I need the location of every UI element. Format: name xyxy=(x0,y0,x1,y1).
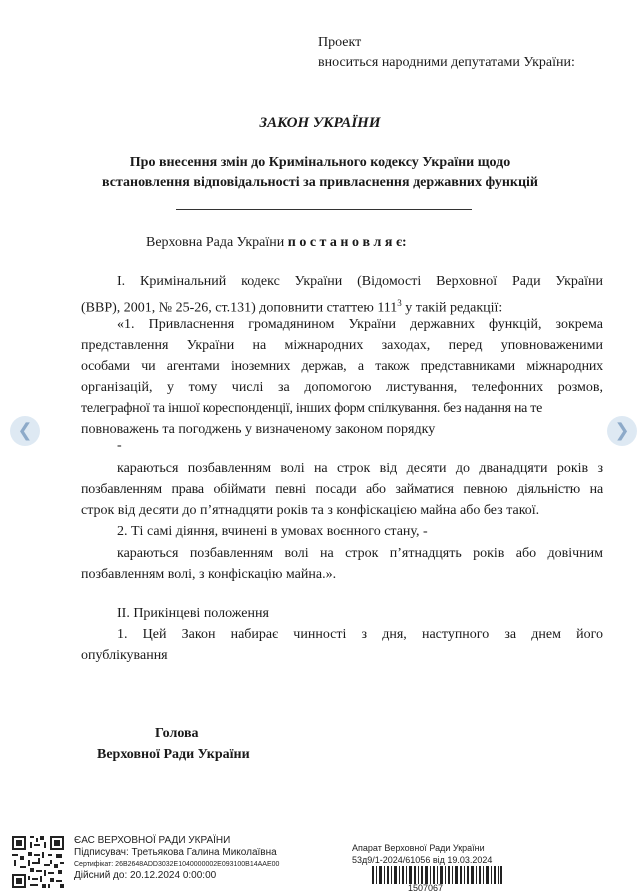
signature-title: Голова xyxy=(155,726,199,741)
dash: - xyxy=(117,438,122,453)
eas-stamp xyxy=(74,835,279,882)
preamble xyxy=(146,233,407,253)
valid-until: Дійсний до: 20.12.2024 0:00:00 xyxy=(74,870,217,881)
next-page-button[interactable] xyxy=(607,416,637,446)
certificate: Сертифікат: 26B2648ADD3032E1040000002E093100B14AAE00 xyxy=(74,861,280,868)
project-header xyxy=(318,33,575,73)
chevron-left-icon: ❮ xyxy=(17,420,33,441)
quote-line: організацій, у тому числі за допомогою листування, телефонних розмов, xyxy=(81,380,603,395)
quote-line: повноважень та погоджень у визначеному законом порядку xyxy=(81,422,436,437)
section2-line: 1. Цей Закон набирає чинності з дня, наступного за днем його xyxy=(117,627,603,642)
eas-title: ЄАС ВЕРХОВНОЇ РАДИ УКРАЇНИ xyxy=(74,835,231,846)
divider xyxy=(176,209,472,210)
preamble-bold: п о с т а н о в л я є: xyxy=(287,235,407,250)
section1-text: (ВВР), 2001, № 25-26, ст.131) доповнити статтею 111 xyxy=(81,300,398,316)
penalty-line: караються позбавленням волі на строк п’ятнадцять років або довічним xyxy=(117,546,603,561)
signer: Підписувач: Третьякова Галина Миколаївна xyxy=(74,847,277,858)
section2-heading: ІІ. Прикінцеві положення xyxy=(117,606,269,621)
registration-stamp xyxy=(352,842,492,866)
quote-line: телеграфної та іншої кореспонденції, інших форм спілкування. без надання на те xyxy=(81,401,543,416)
preamble-text: Верховна Рада України xyxy=(146,235,288,250)
apparat-label: Апарат Верховної Ради України xyxy=(352,843,485,853)
penalty-line: позбавленням права обіймати певні посади або займатися певною діяльністю на xyxy=(81,482,603,497)
clause2-line: 2. Ті самі діяння, вчинені в умовах воєнного стану, - xyxy=(117,524,428,539)
registration-number: 53д9/1-2024/61056 від 19.03.2024 xyxy=(352,855,493,865)
penalty-line: караються позбавленням волі на строк від десяти до дванадцяти років з xyxy=(117,461,603,476)
chevron-right-icon: ❯ xyxy=(614,420,630,441)
superscript: 3 xyxy=(397,298,402,308)
section1-text: у такій редакції: xyxy=(401,300,503,316)
section2-line: опублікування xyxy=(81,648,168,663)
signature-title: Верховної Ради України xyxy=(97,747,250,762)
barcode-icon xyxy=(372,866,502,884)
prev-page-button[interactable] xyxy=(10,416,40,446)
law-subtitle xyxy=(0,153,640,193)
quote-line: представлення України на міжнародних заходах, перед уповноваженими xyxy=(81,338,603,353)
quote-line: особами чи агентами іноземних держав, а також представниками міжнародних xyxy=(81,359,603,374)
qr-code-icon xyxy=(10,834,66,890)
section1-line: І. Кримінальний кодекс України (Відомості Верховної Ради України xyxy=(117,274,603,289)
law-title: ЗАКОН УКРАЇНИ xyxy=(259,115,381,131)
submitted-by: вноситься народними депутатами України: xyxy=(318,55,575,70)
penalty-line: позбавленням волі, з конфіскацію майна.». xyxy=(81,567,337,582)
barcode-number: 1507067 xyxy=(408,883,444,893)
quote-line: «1. Привласнення громадянином України державних функцій, зокрема xyxy=(117,317,603,332)
subtitle-line: встановлення відповідальності за привласнення державних функцій xyxy=(102,175,538,190)
project-label: Проект xyxy=(318,35,362,50)
subtitle-line: Про внесення змін до Кримінального кодексу України щодо xyxy=(129,155,511,170)
penalty-line: строк від десяти до п’ятнадцяти років та з конфіскацією майна або без такої. xyxy=(81,503,540,518)
